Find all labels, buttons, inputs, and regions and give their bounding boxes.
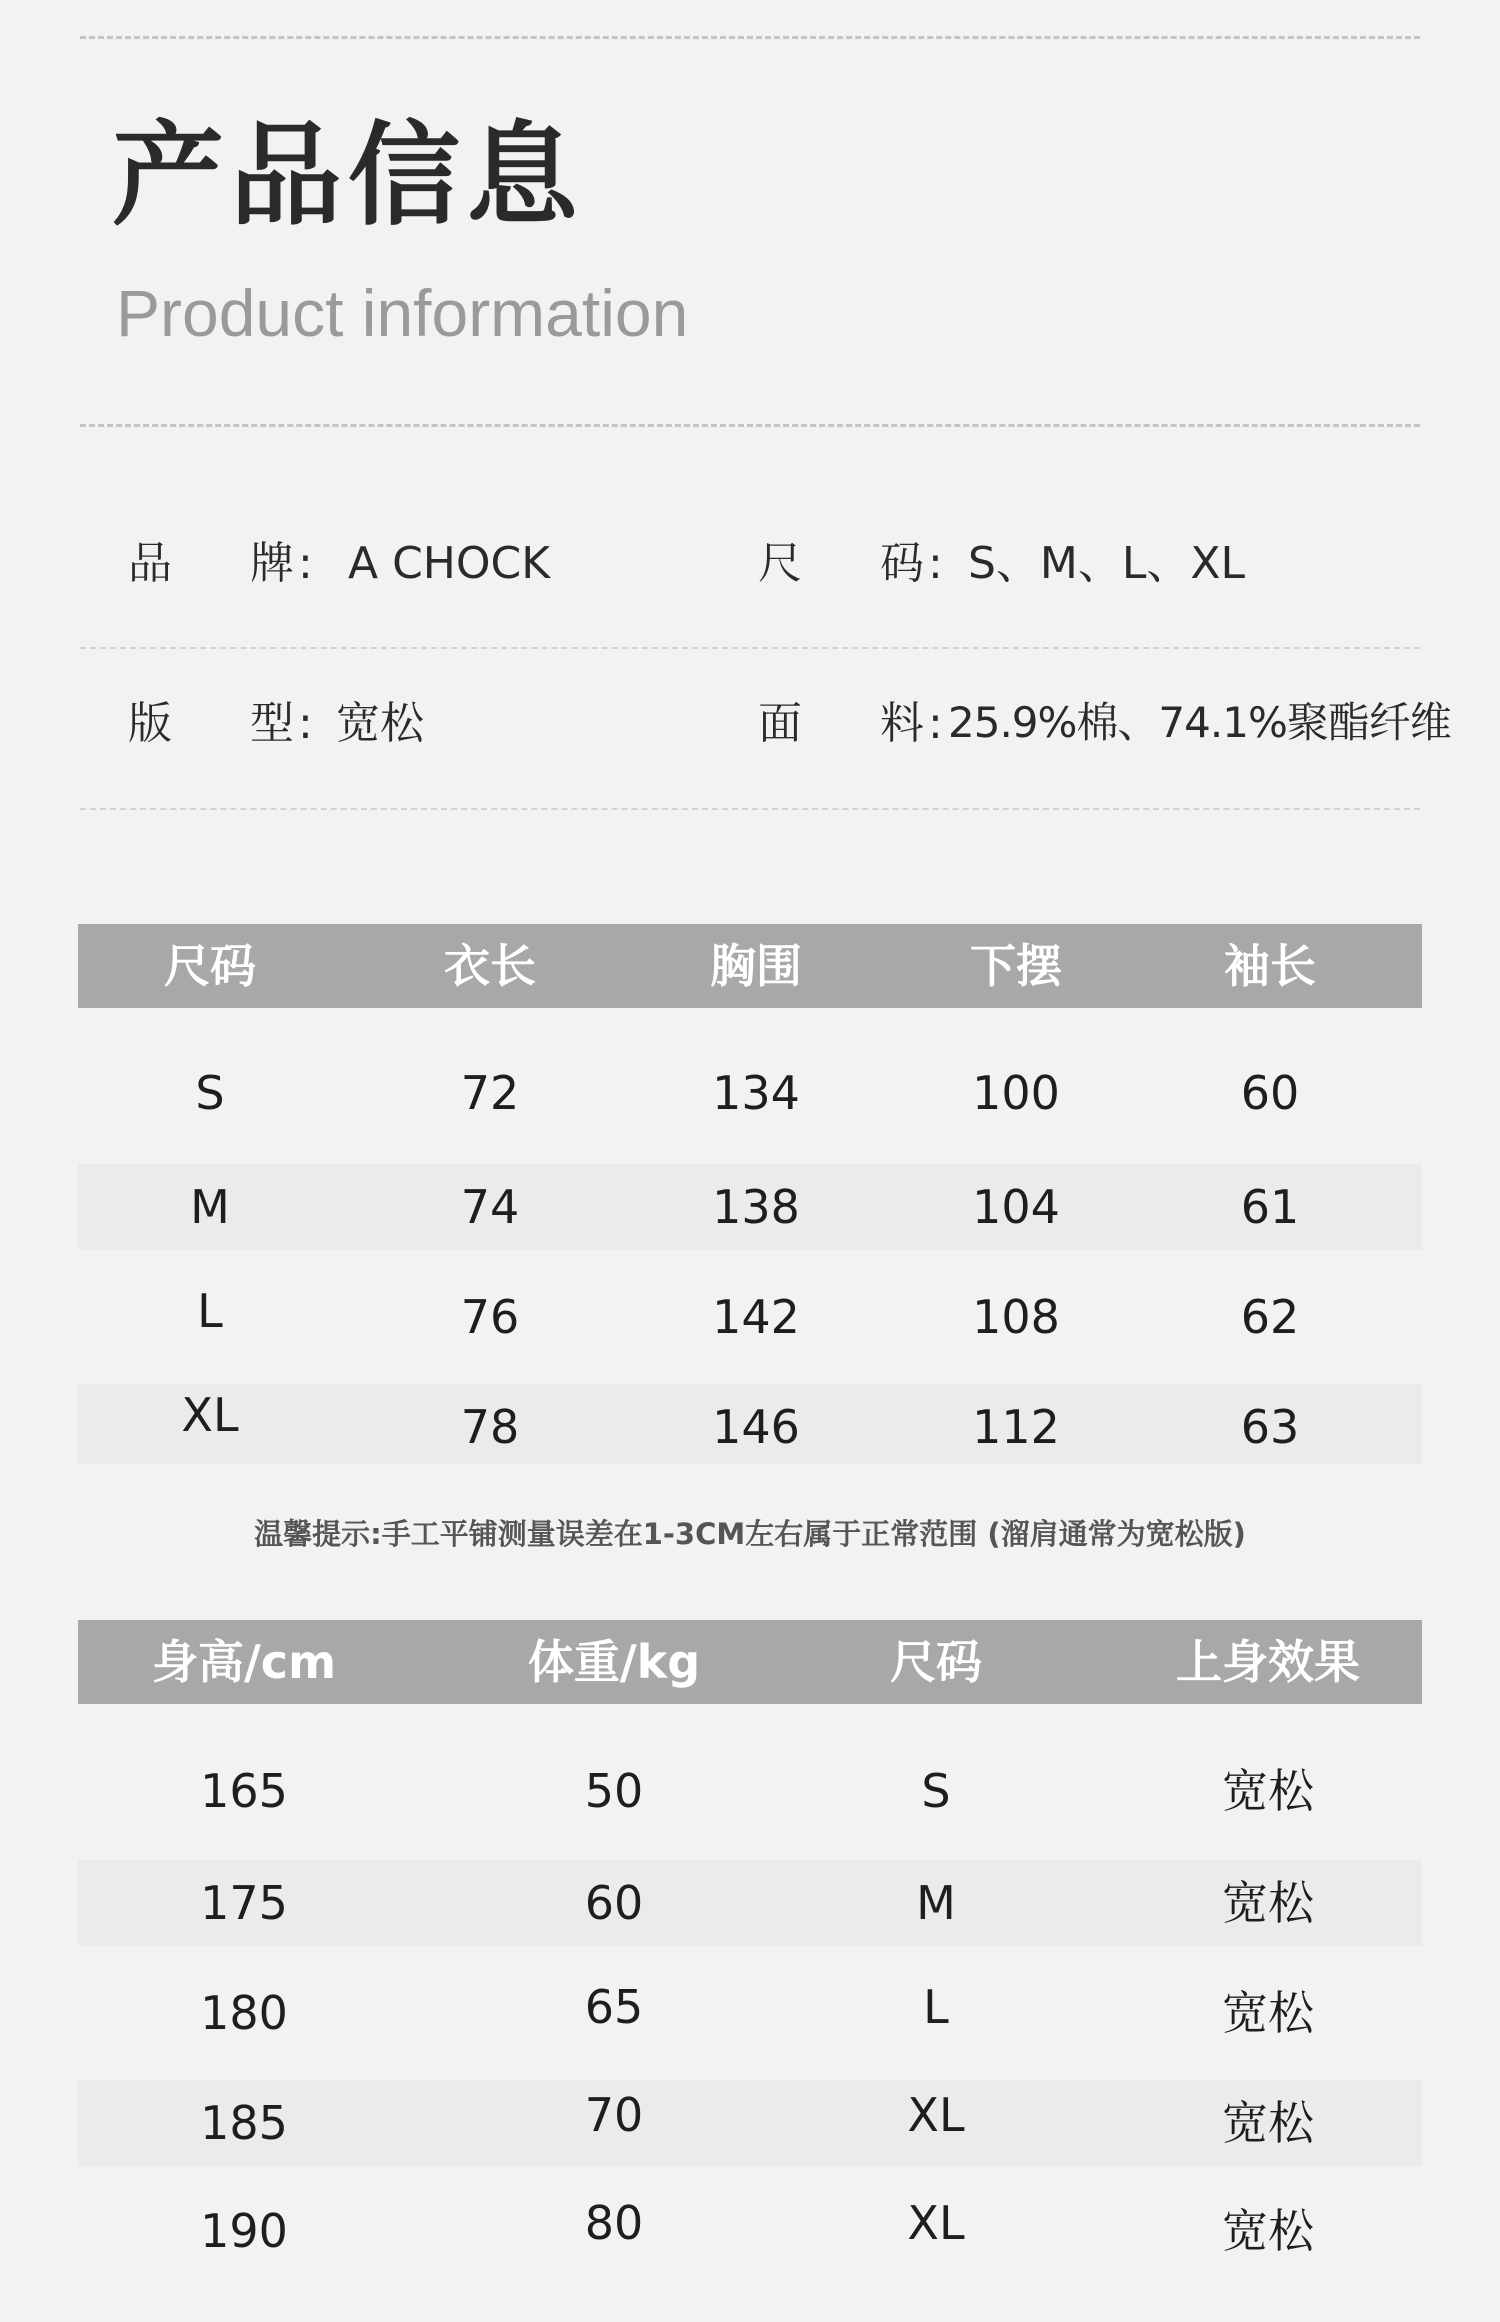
table-cell: 61: [1240, 1180, 1300, 1234]
fit-table: [78, 1620, 1422, 2260]
table-cell: 165: [200, 1764, 288, 1818]
fit-table-header-size: 尺码: [890, 1635, 982, 1689]
table-cell: 142: [712, 1290, 800, 1344]
table-cell: 78: [460, 1400, 520, 1454]
table-cell: L: [197, 1284, 223, 1338]
table-cell: 宽松: [1222, 1764, 1314, 1818]
table-cell: 宽松: [1222, 1876, 1314, 1930]
info-fabric-value: 25.9%棉、74.1%聚酯纤维: [948, 698, 1451, 747]
title-divider: [80, 424, 1420, 427]
size-table-header-chest: 胸围: [710, 939, 802, 993]
table-cell: 宽松: [1222, 2096, 1314, 2150]
table-cell: 146: [712, 1400, 800, 1454]
table-cell: 134: [712, 1066, 800, 1120]
size-table-header-sleeve: 袖长: [1224, 939, 1316, 993]
info-fit-key-1: 版: [128, 698, 172, 749]
table-cell: 50: [584, 1764, 644, 1818]
table-cell: 185: [200, 2096, 288, 2150]
table-cell: 104: [972, 1180, 1060, 1234]
info-brand-key-2: 牌: [250, 538, 294, 589]
table-cell: XL: [181, 1388, 239, 1442]
table-row: [78, 1050, 1422, 1136]
table-cell: 63: [1240, 1400, 1300, 1454]
fit-table-header: [78, 1620, 1422, 1704]
info-fit-value: 宽松: [336, 698, 424, 749]
table-cell: 62: [1240, 1290, 1300, 1344]
info-fit-key-2: 型: [250, 698, 294, 749]
size-table-header-hem: 下摆: [970, 939, 1062, 993]
table-cell: 宽松: [1222, 1986, 1314, 2040]
info-brand-colon: :: [298, 538, 313, 589]
table-cell: 138: [712, 1180, 800, 1234]
table-row: [78, 1164, 1422, 1250]
table-row: [78, 1970, 1422, 2056]
table-cell: 65: [584, 1980, 644, 2034]
info-fabric-colon: :: [928, 698, 943, 749]
table-row: [78, 2080, 1422, 2166]
table-cell: 70: [584, 2088, 644, 2142]
table-cell: 宽松: [1222, 2204, 1314, 2258]
table-row: [78, 1384, 1422, 1464]
table-cell: M: [916, 1876, 956, 1930]
page-subtitle: Product information: [116, 276, 689, 350]
table-row: [78, 1274, 1422, 1360]
info-fit-colon: :: [298, 698, 313, 749]
info-size-key-1: 尺: [758, 538, 802, 589]
table-cell: M: [190, 1180, 230, 1234]
info-brand-key-1: 品: [128, 538, 172, 589]
table-cell: XL: [907, 2088, 965, 2142]
page-title: 产品信息: [112, 111, 584, 241]
table-row: [78, 1860, 1422, 1946]
table-cell: 76: [460, 1290, 520, 1344]
info-brand-value: A CHOCK: [348, 538, 551, 589]
measurement-tip: 温馨提示:手工平铺测量误差在1-3CM左右属于正常范围 (溜肩通常为宽松版): [254, 1517, 1246, 1551]
size-table: [78, 924, 1422, 1464]
table-cell: L: [923, 1980, 949, 2034]
info-size-colon: :: [928, 538, 943, 589]
table-cell: 180: [200, 1986, 288, 2040]
size-table-header-length: 衣长: [444, 939, 536, 993]
info-size-value: S、M、L、XL: [968, 538, 1246, 589]
table-row: [78, 2188, 1422, 2274]
table-cell: 112: [972, 1400, 1060, 1454]
info-size-key-2: 码: [880, 538, 924, 589]
table-cell: S: [195, 1066, 225, 1120]
table-cell: 60: [584, 1876, 644, 1930]
fit-table-header-height: 身高/cm: [152, 1635, 336, 1689]
fit-table-header-weight: 体重/kg: [527, 1635, 701, 1689]
table-cell: XL: [907, 2196, 965, 2250]
info-fabric-key-1: 面: [758, 698, 802, 749]
info-fabric-key-2: 料: [880, 698, 924, 749]
info-row-divider-2: [80, 808, 1420, 810]
table-row: [78, 1748, 1422, 1834]
size-table-header-size: 尺码: [164, 939, 256, 993]
table-cell: 60: [1240, 1066, 1300, 1120]
top-divider: [80, 36, 1420, 39]
fit-table-header-effect: 上身效果: [1176, 1635, 1360, 1689]
table-cell: S: [921, 1764, 951, 1818]
table-cell: 175: [200, 1876, 288, 1930]
table-cell: 80: [584, 2196, 644, 2250]
table-cell: 108: [972, 1290, 1060, 1344]
info-row-divider-1: [80, 647, 1420, 649]
table-cell: 72: [460, 1066, 520, 1120]
size-table-header: [78, 924, 1422, 1008]
table-cell: 190: [200, 2204, 288, 2258]
table-cell: 74: [460, 1180, 520, 1234]
table-cell: 100: [972, 1066, 1060, 1120]
